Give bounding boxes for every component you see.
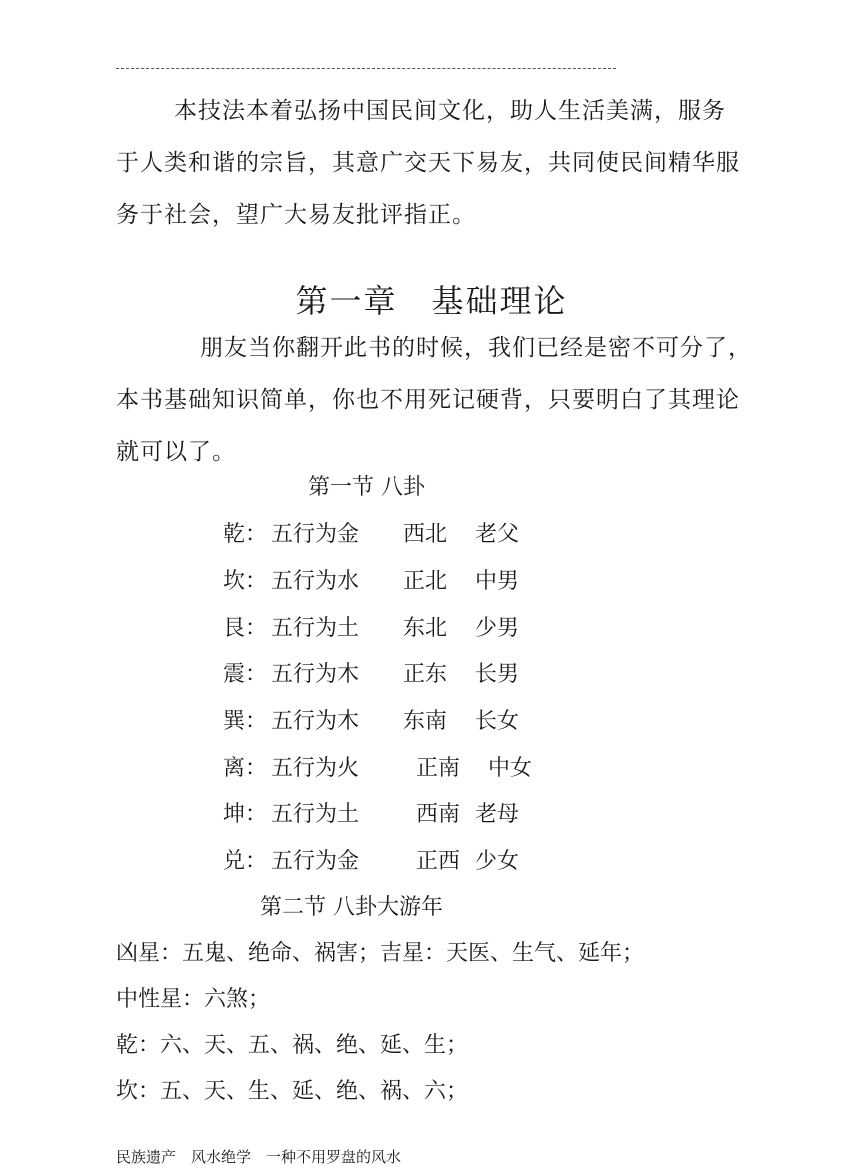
top-dashed-separator	[116, 68, 616, 69]
trigram-name: 震：	[223, 662, 268, 687]
trigram-name: 艮：	[223, 616, 268, 641]
page-footer: 民族遗产 风水绝学 一种不用罗盘的风水	[116, 1148, 402, 1166]
trigram-direction: 西南	[416, 802, 461, 827]
intro-line: 本技法本着弘扬中国民间文化，助人生活美满，服务	[174, 98, 726, 124]
trigram-name: 巽：	[223, 709, 268, 734]
trigram-name: 坤：	[223, 802, 268, 827]
trigram-element: 五行为土	[271, 802, 360, 827]
trigram-direction: 西北	[403, 522, 448, 547]
trigram-name: 兑：	[223, 849, 268, 874]
rule-line: 凶星：五鬼、绝命、祸害；吉星：天医、生气、延年；	[116, 941, 645, 966]
trigram-direction: 正南	[416, 756, 461, 781]
intro-line: 于人类和谐的宗旨，其意广交天下易友，共同使民间精华服	[116, 150, 740, 176]
chapter-title: 第一章 基础理论	[295, 282, 568, 320]
trigram-name: 离：	[223, 756, 268, 781]
rule-line: 中性星：六煞；	[116, 987, 271, 1012]
trigram-direction: 东南	[403, 709, 448, 734]
trigram-element: 五行为木	[271, 709, 360, 734]
trigram-member: 长女	[475, 709, 520, 734]
trigram-member: 老母	[475, 802, 520, 827]
chapter-intro-line: 本书基础知识简单，你也不用死记硬背，只要明白了其理论	[116, 387, 740, 413]
trigram-name: 坎：	[223, 569, 268, 594]
trigram-direction: 正北	[403, 569, 448, 594]
trigram-element: 五行为木	[271, 662, 360, 687]
intro-paragraph	[116, 85, 744, 241]
trigram-element: 五行为火	[271, 756, 360, 781]
trigram-element: 五行为金	[271, 849, 360, 874]
trigram-member: 中男	[475, 569, 520, 594]
trigram-member: 老父	[475, 522, 520, 547]
section-title-dayounian: 第二节 八卦大游年	[260, 895, 443, 920]
trigram-element: 五行为金	[271, 522, 360, 547]
chapter-intro-paragraph	[116, 322, 752, 478]
trigram-element: 五行为土	[271, 616, 360, 641]
chapter-intro-line: 就可以了。	[116, 439, 236, 465]
trigram-element: 五行为水	[271, 569, 360, 594]
rule-line: 乾：六、天、五、祸、绝、延、生；	[116, 1033, 469, 1058]
trigram-direction: 正西	[416, 849, 461, 874]
chapter-intro-line: 朋友当你翻开此书的时候，我们已经是密不可分了，	[200, 335, 752, 361]
trigram-member: 中女	[488, 756, 533, 781]
trigram-member: 长男	[475, 662, 520, 687]
trigram-direction: 东北	[403, 616, 448, 641]
trigram-member: 少男	[475, 616, 520, 641]
trigram-name: 乾：	[223, 522, 268, 547]
rule-line: 坎：五、天、生、延、绝、祸、六；	[116, 1079, 469, 1104]
section-title-bagua: 第一节 八卦	[308, 475, 425, 500]
intro-line: 务于社会，望广大易友批评指正。	[116, 202, 476, 228]
dayounian-rules	[116, 931, 644, 1115]
trigram-direction: 正东	[403, 662, 448, 687]
trigram-member: 少女	[475, 849, 520, 874]
